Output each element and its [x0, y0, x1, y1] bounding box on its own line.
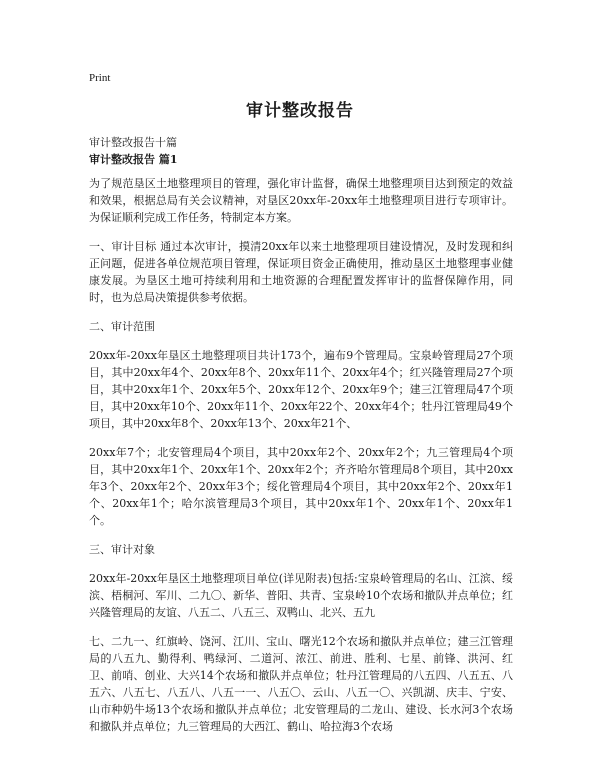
document-title: 审计整改报告: [246, 101, 354, 121]
paragraph-objects-2: 七、二九一、红旗岭、饶河、江川、宝山、曙光12个农场和撤队并点单位；建三江管理局的八五九、勤得利、鸭绿河、二道河、浓江、前进、胜利、七星、前锋、洪河、红卫、前哨、创业、大兴14个农场和撤队并点单位；牡丹江管理局的八五四、八五五、八五六、八五七、八五八、八五一一、八五〇、云山、八五一〇、兴凯湖、庆丰、宁安、山市种奶牛场13个农场和撤队并点单位；北安管理局的二龙山、建设、长水河3个农场和撤队并点单位；九三管理局的大西江、鹤山、哈拉海3个农场: [89, 635, 513, 733]
paragraph-scope-2: 20xx年7个；北安管理局4个项目，其中20xx年2个、20xx年2个；九三管理局4个项目，其中20xx年1个、20xx年1个、20xx年2个；齐齐哈尔管理局8个项目，其中20xx年3个、20xx年2个、20xx年3个；绥化管理局4个项目，其中20xx年2个、20xx年1个、20xx年1个；哈尔滨管理局3个项目，其中20xx年1个、20xx年1个、20xx年1个。: [89, 446, 513, 527]
section-heading: 审计整改报告 篇1: [89, 153, 178, 166]
section-title-objects: 三、审计对象: [89, 543, 155, 556]
print-label: Print: [89, 72, 111, 84]
paragraph-scope-1: 20xx年-20xx年垦区土地整理项目共计173个，遍布9个管理局。宝泉岭管理局27个项目，其中20xx年4个、20xx年8个、20xx年11个、20xx年4个；红兴隆管理局27个项目，其中20xx年1个、20xx年5个、20xx年12个、20xx年9个；建三江管理局47个项目，其中20xx年10个、20xx年11个、20xx年22个、20xx年4个；牡丹江管理局49个项目，其中20xx年8个、20xx年13个、20xx年21个、: [89, 349, 513, 430]
paragraph-audit-goal: 一、审计目标 通过本次审计，摸清20xx年以来土地整理项目建设情况，及时发现和纠正问题，促进各单位规范项目管理，保证项目资金正确使用，推动垦区土地整理事业健康发展。为垦区土地可持续利用和土地资源的合理配置发挥审计的监督保障作用，同时，也为总局决策提供参考依据。: [89, 240, 513, 304]
section-title-scope: 二、审计范围: [89, 320, 155, 333]
document-content: [89, 134, 513, 747]
document-subtitle: 审计整改报告十篇: [89, 136, 177, 149]
paragraph-intro: 为了规范垦区土地整理项目的管理，强化审计监督，确保土地整理项目达到预定的效益和效果，根据总局有关会议精神，对垦区20xx年-20xx年土地整理项目进行专项审计。为保证顺利完成工作任务，特制定本方案。: [89, 177, 513, 224]
paragraph-objects-1: 20xx年-20xx年垦区土地整理项目单位(详见附表)包括:宝泉岭管理局的名山、江滨、绥滨、梧桐河、军川、二九〇、新华、普阳、共青、宝泉岭10个农场和撤队并点单位；红兴隆管理局的友谊、八五二、八五三、双鸭山、北兴、五九: [89, 572, 513, 619]
